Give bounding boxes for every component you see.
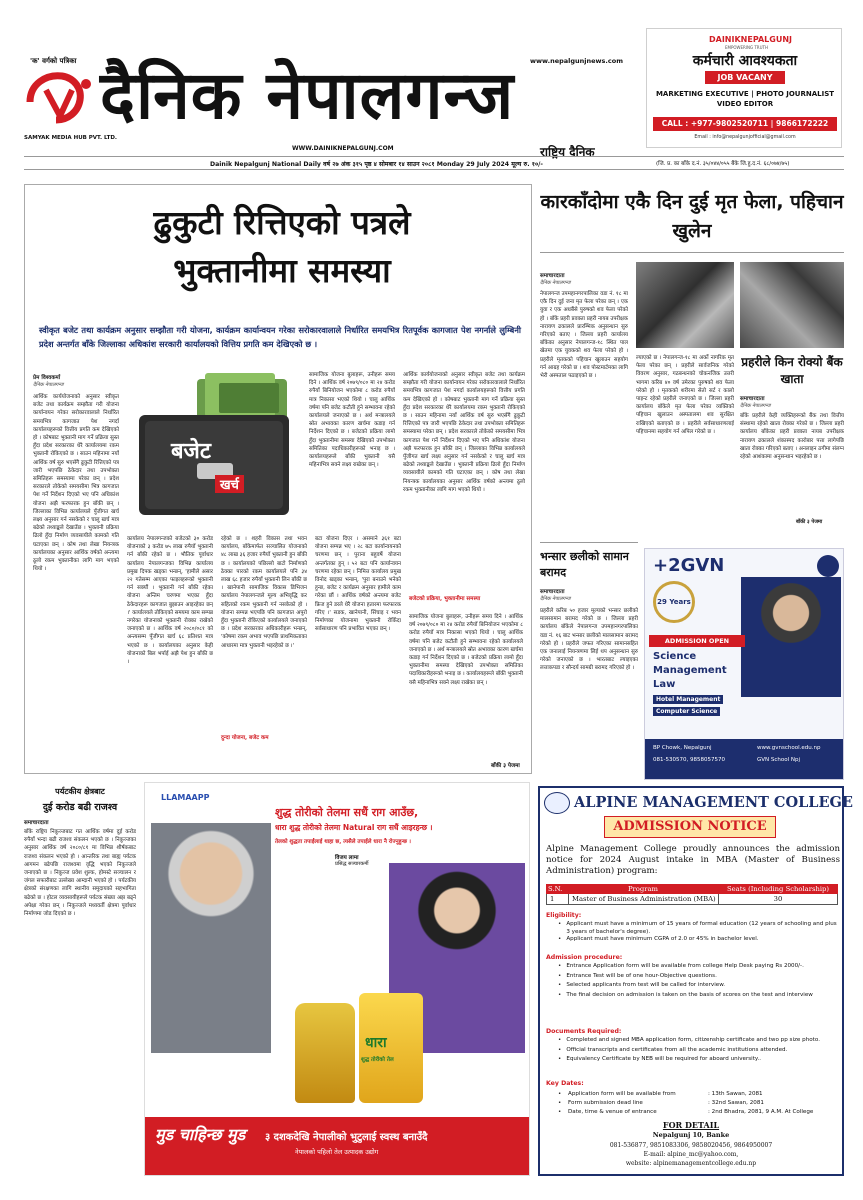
- college-documents-list: [558, 1037, 838, 1064]
- karkando-body: नेपालगन्ज उपमहानगरपालिका वडा नं. १८ मा एकै दिन दुई जना मृत फेला परेका छन् । एक युवा र एक अधबैंसे पुरुषको शव फेला परेको हो । बाँके प्रहरी प्रवक्ता प्रहरी नायब उपरीक्षक नारायण ढकालले प्रारम्भिक अनुसन्धान सुरु गरिएको बताए । जिल्ला प्रहरी कार्यालय बाँकेका अनुसार नेपालगन्ज-१८ स्थित पाल खेतमा एक युवकको शव फेला परेको हो । प्रहरीले मृतकको पहिचान खुलाउन सहयोग गर्न आग्रह गरेको छ । शव पोस्टमार्टमका लागि भेरी अस्पताल पठाइएको छ ।: [540, 291, 628, 380]
- date-label-3: Date, time & venue of entrance: [568, 1109, 657, 1115]
- contact-phone: 081-536877, 9851083306, 9858020456, 9864950007: [609, 1142, 773, 1149]
- college-logo-icon: [544, 792, 570, 814]
- list-item: [558, 1099, 838, 1108]
- budget-label: बजेट: [171, 439, 211, 464]
- document-item-3: Equivalency Certificate by NEB will be required for aboard university..: [566, 1056, 762, 1063]
- college-documents-title: Documents Required:: [546, 1028, 622, 1035]
- budget-label-2: खर्च: [215, 475, 244, 493]
- college-intro: Alpine Management College proudly announces the admission notice for 2024 August intake in MBA (Master of Business Administration) program:: [546, 844, 840, 877]
- bullet-icon: •: [558, 1037, 562, 1043]
- lead-subhead-3: दुन्दा योजना, बजेट कम: [221, 735, 269, 741]
- date-value-3: : 2nd Bhadra, 2081, 9 A.M. At College: [708, 1109, 814, 1115]
- karkando-body-2: ल्याएको छ । नेपालगन्ज-१८ मा अर्को नागरिक मृत फेला परेका छन् । प्रहरीले सार्वजनिक गरेको विवरण अनुसार, गठबन्धनको चोकनजिक उत्तरी भागमा करिब ४० वर्ष उमेरका पुरुषको शव फेला परेको हो । मृतकको शरीरमा सेतो सर्ट र कालो पाइन्ट रहेको प्रहरीले जनाएको छ । जिल्ला प्रहरी कार्यालय बाँकेले मृत फेला परेका व्यक्तिको पहिचान खुलाउन अस्पतालमा शव सुरक्षित राखिएको बताएको छ । प्रहरीले सर्वसाधारणलाई पहिचानमा सहयोग गर्न अपिल गरेको छ ।: [636, 355, 734, 435]
- college-name: ALPINE MANAGEMENT COLLEGE: [574, 794, 853, 811]
- contact-email[interactable]: E-mail: alpine_mc@yahoo.com,: [643, 1151, 739, 1158]
- college-dates-list: [558, 1090, 838, 1117]
- eligibility-item-1: Applicant must have a minimum of 15 years of formal education (12 years of schooling and plus 3 years of bachelor's degree).: [566, 921, 837, 935]
- college-table: [546, 884, 838, 905]
- list-item: [558, 982, 838, 990]
- gvn-address: BP Chowk, Nepalgunj: [653, 745, 712, 751]
- table-cell-program: Master of Business Administration (MBA): [569, 894, 719, 904]
- masthead-website-top[interactable]: www.nepalgunjnews.com: [530, 57, 623, 65]
- date-value-2: : 32nd Sawan, 2081: [708, 1100, 764, 1106]
- gvn-admission: ADMISSION OPEN: [649, 635, 745, 647]
- karkando-byline: समाचारदाता: [540, 273, 565, 279]
- vacancy-title: कर्मचारी आवश्यकता: [692, 53, 798, 69]
- date-label-2: Form submission dead line: [568, 1100, 643, 1106]
- oil-ad-slogan-3: तेलको शुद्धता तपाईंलाई थाहा छ, त्यसैले तपाईंले धारा नै रोज्नुहुन्छ ।: [275, 839, 412, 845]
- masthead-website-bottom[interactable]: WWW.DAINIKNEPALGUNJ.COM: [292, 145, 394, 152]
- vacancy-email: Email : info@nepalgunjofficial@gmail.com: [694, 135, 796, 140]
- oil-ad-bottom-text: ३ दशकदेखि नेपालीको भुटुलाई स्वस्थ बनाउँदै: [265, 1132, 428, 1143]
- procedure-item-4: The final decision on admission is taken on the basis of scores on the test and interview: [566, 991, 813, 998]
- contact-web[interactable]: website: alpinemanagementcollege.edu.np: [625, 1160, 757, 1167]
- table-cell-seats: 30: [773, 895, 783, 903]
- list-item: [558, 1037, 838, 1045]
- date-bar: [24, 156, 844, 170]
- gvn-student-photo: [741, 577, 841, 697]
- eligibility-item-2: Applicant must have minimum CGPA of 2.0 or 45% in bachelor level.: [566, 936, 759, 943]
- budget-illustration: [127, 371, 301, 527]
- list-item: [558, 1108, 838, 1117]
- oil-ad-person-name: विजय लामा: [335, 855, 359, 861]
- bank-story: [740, 354, 844, 530]
- bullet-icon: •: [558, 972, 562, 979]
- bank-body: बाँके प्रहरीले केही व्यक्तिहरूको बैंक तथा वित्तीय संस्थामा रहेको खाता रोक्का गरेको छ । जिल्ला प्रहरी कार्यालय बाँकेका प्रहरी प्रवक्ता नायब उपरीक्षक नारायण ढकालले शंकास्पद कारोबार पत्ता लागेपछि खाता रोक्का गरिएको बताए । अनलाइन ठगीमा संलग्न रहेको आशंकामा अनुसन्धान भइरहेको छ ।: [740, 413, 844, 461]
- lead-column-e: सामाजिक योजना बुलाहरू, उनीहरू समय दिने । आर्थिक वर्ष २०७९/०८० मा २४ करोड रुपैयाँ बिनियोजन भएकोमा ८ करोड रुपैयाँ मात्र निकासा भएको थियो । चालु आर्थिक वर्षमा पनि बजेट कटौती हुने सम्भावना रहेको कार्यालयले जनाएको छ । अर्थ मन्त्रालयले स्रोत अभावका कारण खर्चमा कडाइ गर्न निर्देशन दिएको छ । बजेटको प्रक्रिया लामो हुँदा भुक्तानीमा समस्या देखिएको उपभोक्ता समितिका पदाधिकारीहरूको भनाइ छ । कार्यालयहरूले बाँकी भुक्तानी यसै महिनाभित्र सक्ने लक्ष्य राखेका छन् ।: [309, 372, 395, 469]
- oil-bottle-icon: [295, 1003, 355, 1103]
- bhansar-headline[interactable]: भन्सार छलीको सामान बरामद: [540, 550, 629, 579]
- gvn-program-3: Law: [653, 679, 676, 690]
- bank-byline: समाचारदाता: [740, 396, 765, 402]
- college-ad[interactable]: [538, 786, 853, 1176]
- gvn-program-1: Science: [653, 651, 697, 662]
- gvn-social[interactable]: GVN School Npj: [757, 757, 801, 763]
- bank-headline[interactable]: प्रहरीले किन रोक्यो बैंक खाता: [741, 355, 843, 386]
- tourism-body: बाँके राष्ट्रिय निकुञ्जबाट गत आर्थिक वर्षमा दुई करोड रुपैयाँ भन्दा बढी राजश्व संकलन भएको छ । निकुञ्जका अनुसार आर्थिक वर्ष २०८०/८१ मा विभिन्न शीर्षकबाट राजश्व संकलन भएको हो । आन्तरिक तथा बाह्य पर्यटक आगमन बढेपछि राजश्वमा वृद्धि भएको निकुञ्जले जनाएको छ । निकुञ्ज प्रवेश शुल्क, होमस्टे सञ्चालन र जंगल सफारीबाट उल्लेख्य आम्दानी भएको हो । पर्यटकीय क्षेत्रको संरक्षणका लागि स्थानीय समुदायको सहभागिता बढेको छ । होटल व्यवसायीहरूले पर्यटक संख्या अझ बढ्ने अपेक्षा गरेका छन् । निकुञ्जले मध्यवर्ती क्षेत्रमा पूर्वाधार निर्माणमा जोड दिएको छ ।: [24, 829, 136, 918]
- list-item: [558, 1047, 838, 1055]
- vacancy-roles: MARKETING EXECUTIVE | PHOTO JOURNALIST VIDEO EDITOR: [655, 90, 835, 108]
- oil-ad-brand: LLAMAAPP: [161, 793, 210, 802]
- lead-column-c: रहेको छ । शहरी विकास तथा भवन कार्यालय, बाँकेमार्फत सञ्चालित योजनाको ४८ लाख ३६ हजार रुपैयाँ भुक्तानी हुन बाँकी छ । कार्यालयको पछिल्लो बाटो निर्माणको ठेक्का पारको रकम कार्यालयले पनि ३४ लाख ६८ हजार रुपैयाँ भुक्तानी लिन बाँकी छ । खानेपानी सामाजिक विकास डिभिजन कार्यालय नेपालगन्जले मूल्य अभिवृद्धि कर सहितको रकम भुक्तानी गर्न नसकेको हो । योजना सम्पन्न भएपछि पनि कागजात अपूरो हुँदा भुक्तानी रोकिएको कार्यालयले जनाएको छ । प्रदेश सरकारका अधिकारीहरू भन्छन्, 'कोषमा रकम अभाव भएपछि प्राथमिकताका आधारमा मात्र भुक्तानी भइरहेको छ ।': [221, 536, 307, 649]
- lead-column-a: आर्थिक कार्ययोजनाको अनुसार स्वीकृत बजेट तथा कार्यक्रम सम्झौता गरी योजना कार्यान्वयन गरेका सरोकारवालाले निर्धारित समयभित्र कागजात पेश नगर्दा कार्यालयहरूको वित्तीय प्रगति कम देखिएको हो । कोषबाट भुक्तानी माग गर्ने प्रक्रिया सुस्त हुँदा प्रदेश सरकारका धेरै कार्यालयमा रकम भुक्तानी रोकिएको छ । साउन महिनामा नयाँ आर्थिक वर्ष सुरु भएसँगै ढुकुटी रित्तिएको पत्र जारी भएपछि ठेकेदार तथा उपभोक्ता समितिहरू समस्यामा परेका छन् । प्रदेश सरकारले तोकेको समयसीमा भित्र कागजात पेश गर्ने निर्देशन दिएको भए पनि अधिकांश योजना अझै फरफारक हुन बाँकी छन् । जिल्लाका विभिन्न कार्यालयले पुँजीगत खर्च लक्ष्य अनुसार गर्न नसकेको र चालु खर्च मात्र बढेको तथ्याङ्कले देखाउँछ । भुक्तानी प्रक्रिया ढिलो हुँदा निर्माण व्यवसायीले कामको गति घटाएका छन् । कोष तथा लेखा नियन्त्रक कार्यालयका अनुसार आर्थिक वर्षको अन्त्यमा ठूलो रकम भुक्तानीका लागि माग भएको थियो ।: [33, 394, 119, 573]
- bullet-icon: •: [558, 991, 562, 998]
- gvn-phone: 081-530570, 9858057570: [653, 757, 725, 763]
- bhansar-byline-place: दैनिक नेपालगन्ज: [540, 596, 571, 602]
- procedure-item-1: Entrance Application form will be available from college Help Desk paying Rs 2000/-.: [566, 963, 804, 969]
- table-header-program: Program: [627, 885, 658, 893]
- karkando-story: [540, 184, 844, 534]
- bhansar-body: प्रहरीले करिब ५० हजार मूल्यको भन्सार छलीको मालसामान बरामद गरेको छ । जिल्ला प्रहरी कार्यालय बाँकेले नेपालगन्ज उपमहानगरपालिका वडा नं. १६ बाट भन्सार छलीको मालसामान बरामद गरेको हो । प्रहरीले जफत गरिएका सामानसहित एक जनालाई नियन्त्रणमा लिई थप अनुसन्धान सुरु गरेको जनाएको छ । भारतबाट ल्याइएका लत्ताकपडा र सौन्दर्य सामग्री बरामद गरिएको हो ।: [540, 608, 638, 672]
- oil-ad[interactable]: [144, 782, 530, 1176]
- lead-story: [24, 184, 532, 774]
- lead-subhead-2: बजेटको प्रक्रिया, भुक्तानीमा समस्या: [409, 596, 481, 602]
- karkando-headline[interactable]: कारकाँदोमा एकै दिन दुई मृत फेला, पहिचान खुलेन: [540, 191, 844, 242]
- tourism-headline-top: पर्यटकीय क्षेत्रबाट: [55, 787, 105, 796]
- gvn-program-4: Hotel Management: [653, 695, 723, 704]
- masthead-title: दैनिक नेपालगन्ज: [100, 57, 515, 134]
- oil-ad-slogan-2: धारा शुद्ध तोरीको तेलमा Natural राग सधैं आइरहन्छ ।: [275, 823, 433, 832]
- lead-byline: प्रेम विश्वकर्मा: [33, 375, 61, 381]
- list-item: [558, 1090, 838, 1099]
- bank-byline-place: दैनिक नेपालगन्ज: [740, 403, 771, 409]
- lead-deck: स्वीकृत बजेट तथा कार्यक्रम अनुसार सम्झौता गरी योजना, कार्यक्रम कार्यान्वयन गरेका सरोकारवालाले निर्धारित समयभित्र रितपूर्वक कागजात पेश नगर्नाले लुम्बिनी प्रदेश अन्तर्गत बाँके जिल्लाका अधिकांश सरकारी कार्यालयको वित्तिय प्रगति कम देखिएको छ ।: [39, 325, 521, 349]
- registration-line: (जि. प्र. का बाँके द.नं. ३५/०४४/०५५ बैंके जि.हु.द.नं. ६८/०७४/७५): [656, 161, 790, 167]
- table-header-seats: Seats (Including Scholarship): [726, 885, 830, 893]
- oil-ad-person-title: प्रसिद्ध सञ्चारकर्मी: [335, 861, 369, 867]
- masthead-tagline: 'क' वर्गको पत्रिका: [30, 57, 77, 65]
- list-item: [558, 973, 838, 981]
- date-line: Dainik Nepalgunj National Daily वर्ष २७ अंक ३१५ पृष्ठ ४ सोमबार १४ साउन २०८१ Monday 29 July 2024 मूल्य रु. १०/-: [210, 161, 543, 168]
- gvn-crest-icon: [817, 555, 839, 577]
- bullet-icon: •: [558, 1100, 562, 1106]
- list-item: [558, 921, 838, 936]
- divider: [540, 252, 844, 253]
- list-item: [558, 936, 838, 944]
- masthead: [0, 0, 863, 170]
- table-cell-sn: 1: [547, 894, 569, 904]
- bullet-icon: •: [558, 963, 562, 969]
- table-header-sn: S.N.: [548, 885, 563, 893]
- bhansar-byline: समाचारदाता: [540, 589, 565, 595]
- bank-end-mark[interactable]: बाँकी ३ पेजमा: [796, 519, 823, 525]
- bullet-icon: •: [558, 1056, 562, 1063]
- oil-ad-bottom-sub: नेपालको पहिलो तेल उत्पादक उद्योग: [295, 1148, 379, 1156]
- lead-headline[interactable]: ढुकुटी रित्तिएको पत्रले भुक्तानीमा समस्या: [153, 203, 411, 290]
- lead-end-mark[interactable]: बाँकी ३ पेजमा: [491, 763, 520, 769]
- gvn-years: 29 Years: [653, 581, 695, 623]
- bullet-icon: •: [558, 936, 562, 943]
- gvn-web[interactable]: www.gvnschool.edu.np: [757, 745, 821, 751]
- date-value-1: : 13th Sawan, 2081: [708, 1091, 763, 1097]
- vacancy-badge: JOB VACANY: [705, 71, 785, 84]
- college-procedure-title: Admission procedure:: [546, 954, 623, 961]
- masthead-subtitle: राष्ट्रिय दैनिक: [540, 145, 595, 159]
- list-item: [558, 992, 838, 1000]
- document-item-2: Official transcripts and certificates from all the academic institutions attended.: [566, 1046, 788, 1053]
- victim-photo-1: [636, 262, 734, 348]
- bhansar-story: [540, 542, 638, 782]
- bullet-icon: •: [558, 1046, 562, 1053]
- table-row: [546, 894, 838, 905]
- oil-product: धारा: [365, 1035, 387, 1051]
- oil-ad-man-photo: [151, 823, 271, 1053]
- date-label-1: Application form will be available from: [568, 1091, 676, 1097]
- gvn-program-5: Computer Science: [653, 707, 720, 716]
- bullet-icon: •: [558, 1109, 562, 1115]
- college-contact: [540, 1120, 842, 1167]
- bullet-icon: •: [558, 982, 562, 989]
- lead-column-f: सामाजिक योजना बुलाहरू, उनीहरू समय दिने । आर्थिक वर्ष २०७९/०८० मा २४ करोड रुपैयाँ बिनियोजन भएकोमा ८ करोड रुपैयाँ मात्र निकासा भएको थियो । चालु आर्थिक वर्षमा पनि बजेट कटौती हुने सम्भावना रहेको कार्यालयले जनाएको छ । अर्थ मन्त्रालयले स्रोत अभावका कारण खर्चमा कडाइ गर्न निर्देशन दिएको छ । बजेटको प्रक्रिया लामो हुँदा भुक्तानीमा समस्या देखिएको उपभोक्ता समितिका पदाधिकारीहरूको भनाइ छ । कार्यालयहरूले बाँकी भुक्तानी यसै महिनाभित्र सक्ने लक्ष्य राखेका छन् ।: [409, 614, 523, 686]
- newspaper-logo-icon: [24, 70, 98, 128]
- vacancy-ad[interactable]: [646, 28, 842, 148]
- gvn-program-2: Management: [653, 665, 727, 676]
- document-item-1: Completed and signed MBA application form, citizenship certificate and two pp size photo.: [566, 1037, 820, 1043]
- bullet-icon: •: [558, 921, 562, 927]
- oil-ad-bottom-brand: मुड चाहिन्छ मुड: [155, 1125, 246, 1144]
- contact-title: FOR DETAIL: [662, 1120, 720, 1130]
- victim-photo-2: [740, 262, 844, 348]
- karkando-byline-place: दैनिक नेपालगन्ज: [540, 280, 571, 286]
- table-header-row: [546, 884, 838, 894]
- contact-place: Nepalgunj 10, Banke: [652, 1131, 730, 1139]
- college-dates-title: Key Dates:: [546, 1080, 584, 1087]
- college-eligibility-list: [558, 921, 838, 944]
- tourism-byline: समाचारदाता: [24, 820, 49, 826]
- college-notice: ADMISSION NOTICE: [604, 816, 776, 838]
- oil-ad-slogan: शुद्ध तोरीको तेलमा सधैं राग आउँछ,: [275, 806, 419, 819]
- bullet-icon: •: [558, 1091, 562, 1097]
- procedure-item-2: Entrance Test will be of one hour-Objective questions.: [566, 972, 717, 979]
- lead-column-e2: आर्थिक कार्ययोजनाको अनुसार स्वीकृत बजेट तथा कार्यक्रम सम्झौता गरी योजना कार्यान्वयन गरेका सरोकारवालाले निर्धारित समयभित्र कागजात पेश नगर्दा कार्यालयहरूको वित्तीय प्रगति कम देखिएको हो । कोषबाट भुक्तानी माग गर्ने प्रक्रिया सुस्त हुँदा प्रदेश सरकारका धेरै कार्यालयमा रकम भुक्तानी रोकिएको छ । साउन महिनामा नयाँ आर्थिक वर्ष सुरु भएसँगै ढुकुटी रित्तिएको पत्र जारी भएपछि ठेकेदार तथा उपभोक्ता समितिहरू समस्यामा परेका छन् । प्रदेश सरकारले तोकेको समयसीमा भित्र कागजात पेश गर्ने निर्देशन दिएको भए पनि अधिकांश योजना अझै फरफारक हुन बाँकी छन् । जिल्लाका विभिन्न कार्यालयले पुँजीगत खर्च लक्ष्य अनुसार गर्न नसकेको र चालु खर्च मात्र बढेको तथ्याङ्कले देखाउँछ । भुक्तानी प्रक्रिया ढिलो हुँदा निर्माण व्यवसायीले कामको गति घटाएका छन् । कोष तथा लेखा नियन्त्रक कार्यालयका अनुसार आर्थिक वर्षको अन्त्यमा ठूलो रकम भुक्तानीका लागि माग भएको थियो ।: [403, 372, 525, 493]
- lead-column-b: कार्यालय नेपालगन्जको बजेटको ३० करोड योजनाको ३ करोड ७५ लाख रुपैयाँ भुक्तानी गर्न बाँकी रहेको छ । भौतिक पूर्वाधार कार्यालय नेपालगन्जका विभिन्न कार्यालय प्रमुख दिपक खड्का भन्छन्, 'हामीले असार २२ गतेसम्म आएका फाइलहरूको भुक्तानी गर्न सक्यौं । भुक्तानी गर्न बाँकी रहेका योजना अन्तिम चरणमा भएका हुँदा ठेकेदारहरू कागजात बुझाउन आइरहेका छन् ।' कार्यालयले तोकिएको समयमा काम सम्पन्न नगरेका योजनाको भुक्तानी रोक्का राखेको जनाएको छ । आर्थिक वर्ष २०८०/०८१ को अन्त्यसम्म पूँजीगत खर्च ६८ प्रतिशत मात्र भएको छ । कार्यालयका अनुसार केही योजनाको बिल भर्पाई अझै पेश हुन बाँकी छ ।: [127, 536, 213, 666]
- college-procedure-list: [558, 963, 838, 999]
- procedure-item-3: Selected applicants from test will be called for interview.: [566, 982, 726, 989]
- tourism-story: [24, 782, 136, 1176]
- masthead-publisher: SAMYAK MEDIA HUB PVT. LTD.: [24, 135, 117, 141]
- college-eligibility-title: Eligibility:: [546, 912, 582, 919]
- budget-briefcase-icon: [127, 371, 301, 527]
- vacancy-brand-sub: EMPOWERING TRUTH: [725, 45, 768, 50]
- list-item: [558, 963, 838, 971]
- lead-byline-place: दैनिक नेपालगन्ज: [33, 382, 64, 388]
- vacancy-call: CALL : +977-9802520711 | 9866172222: [653, 117, 837, 131]
- list-item: [558, 1056, 838, 1064]
- lead-column-d: बटा योजना दिएर । असमाने ३६१ बटा योजना सम्पन्न भए । २८ बटा कार्यान्वयनको चरणमा छन् । पुराना बहुवर्षे योजना अन्तर्गतका हुन् । ५२ बटा पनि कार्यान्वयन चरणमा रहेका छन् । निमित्त कार्यालय प्रमुख विनोद खड्का भन्छन्, 'पुरा बनाउने भनेको हुन्छ, बजेट र कार्यक्रम अनुसार हामीले काम गरेका छौं । आर्थिक वर्षको अन्त्यमा बजेट फ्रिज हुने डरले धेरै योजना हतारमा फरफारक गरिए ।' सडक, खानेपानी, सिंचाइ र भवन निर्माणका योजनामा भुक्तानी रोकिँदा सर्वसाधारण पनि प्रभावित भएका छन् ।: [315, 536, 401, 633]
- tourism-headline[interactable]: दुई करोड बढी राजश्व: [42, 802, 118, 813]
- vacancy-brand: DAINIKNEPALGUNJ: [709, 35, 792, 44]
- oil-product-sub: शुद्ध तोरीको तेल: [361, 1057, 394, 1063]
- gvn-brand: +2GVN: [653, 555, 725, 576]
- gvn-ad[interactable]: [644, 548, 844, 780]
